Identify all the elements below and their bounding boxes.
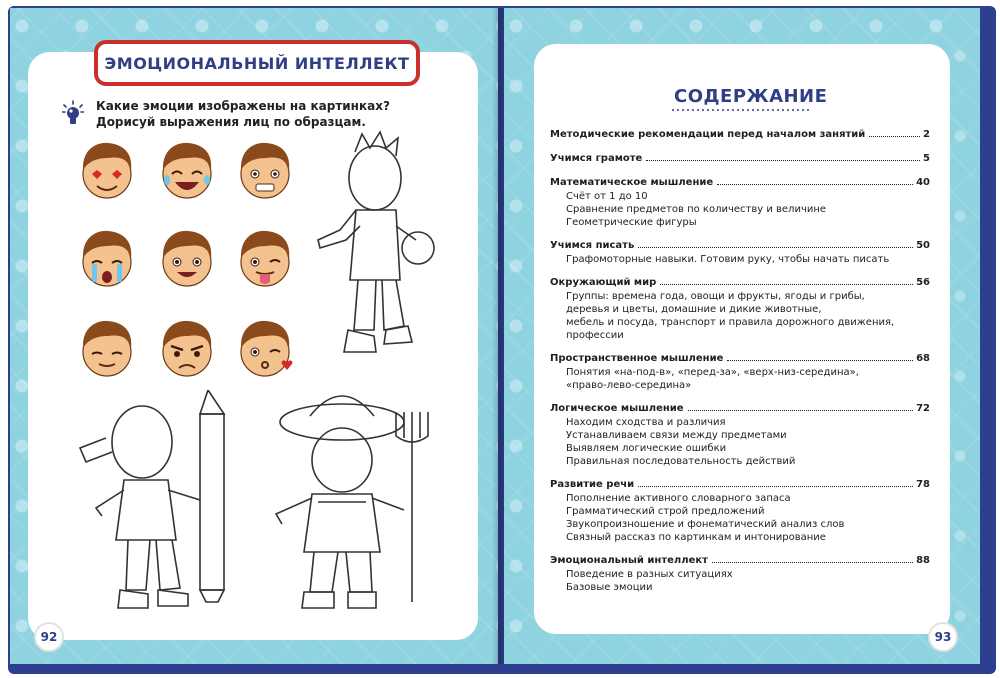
toc-entry: [550, 276, 930, 342]
toc-page-number: 40: [916, 177, 930, 188]
toc-subitem: Понятия «на-под-в», «перед-за», «верх-низ-середина»,: [566, 367, 859, 378]
toc-subitem: профессии: [566, 330, 624, 341]
toc-section-heading: [550, 478, 930, 492]
toc-page-number: 72: [916, 403, 930, 414]
toc-section-heading: [550, 128, 930, 142]
toc-section-title: Окружающий мир: [550, 277, 657, 288]
toc-subitem: Базовые эмоции: [566, 582, 653, 593]
left-page-title: ЭМОЦИОНАЛЬНЫЙ ИНТЕЛЛЕКТ: [98, 44, 416, 82]
toc-page-number: 2: [923, 129, 930, 140]
toc-page-number: 56: [916, 277, 930, 288]
toc-leader-dots: [688, 410, 914, 411]
toc-leader-dots: [869, 136, 920, 137]
toc-subitem: Находим сходства и различия: [566, 417, 726, 428]
toc-section-heading: [550, 239, 930, 253]
toc-subitem: Графомоторные навыки. Готовим руку, чтобы начать писать: [566, 254, 890, 265]
toc-leader-dots: [646, 160, 920, 161]
toc-section-title: Развитие речи: [550, 479, 635, 490]
face-crying: [78, 228, 136, 288]
toc-subitem: деревья и цветы, домашние и дикие животные,: [566, 304, 822, 315]
toc-entry: [550, 239, 930, 266]
face-calm: [78, 318, 136, 378]
coloring-boy-with-ball: [300, 130, 450, 370]
toc-subitem: Выявляем логические ошибки: [566, 443, 727, 454]
toc-subitem: Устанавливаем связи между предметами: [566, 430, 787, 441]
toc-page-number: 5: [923, 153, 930, 164]
toc-page-number: 88: [916, 555, 930, 566]
lightbulb-icon: [62, 100, 84, 128]
toc-subitem: Геометрические фигуры: [566, 217, 697, 228]
toc-section-title: Эмоциональный интеллект: [550, 555, 708, 566]
face-angry: [158, 318, 216, 378]
toc-page-number: 68: [916, 353, 930, 364]
toc-entry: [550, 152, 930, 166]
left-page-title-banner: [94, 40, 420, 86]
toc-section-heading: [550, 352, 930, 366]
toc-section-heading: [550, 276, 930, 290]
table-of-contents: [550, 128, 930, 594]
toc-entry: [550, 176, 930, 229]
face-kissing: [236, 318, 294, 378]
coloring-farmer-with-pitchfork: [262, 382, 452, 618]
page-number-right: 93: [928, 622, 958, 652]
toc-subitem: Сравнение предметов по количеству и величине: [566, 204, 827, 215]
toc-subitem: Группы: времена года, овощи и фрукты, ягоды и грибы,: [566, 291, 865, 302]
toc-entry: [550, 352, 930, 392]
page-number-left: 92: [34, 622, 64, 652]
toc-leader-dots: [660, 284, 913, 285]
toc-leader-dots: [638, 486, 913, 487]
coloring-boy-with-pencil: [76, 390, 246, 620]
face-teasing: [236, 228, 294, 288]
toc-section-heading: [550, 402, 930, 416]
toc-section-title: Методические рекомендации перед началом занятий: [550, 129, 866, 140]
contents-title-underline: [672, 108, 812, 112]
toc-subitem: Грамматический строй предложений: [566, 506, 765, 517]
toc-section-title: Логическое мышление: [550, 403, 684, 414]
toc-leader-dots: [712, 562, 913, 563]
toc-entry: [550, 402, 930, 468]
face-laughing: [158, 140, 216, 200]
face-in-love: [78, 140, 136, 200]
toc-subitem: Счёт от 1 до 10: [566, 191, 648, 202]
toc-subitem: Связный рассказ по картинкам и интонирование: [566, 532, 826, 543]
toc-leader-dots: [638, 247, 913, 248]
toc-section-heading: [550, 152, 930, 166]
toc-section-title: Пространственное мышление: [550, 353, 724, 364]
toc-section-heading: [550, 554, 930, 568]
contents-title: СОДЕРЖАНИЕ: [674, 86, 828, 107]
toc-section-heading: [550, 176, 930, 190]
toc-section-title: Учимся грамоте: [550, 153, 643, 164]
face-scared: [236, 140, 294, 200]
toc-section-title: Математическое мышление: [550, 177, 714, 188]
toc-leader-dots: [727, 360, 913, 361]
toc-subitem: Поведение в разных ситуациях: [566, 569, 733, 580]
toc-entry: [550, 554, 930, 594]
toc-subitem: Пополнение активного словарного запаса: [566, 493, 791, 504]
toc-subitem: Звукопроизношение и фонематический анализ слов: [566, 519, 845, 530]
face-smiling: [158, 228, 216, 288]
toc-subitem: «право-лево-середина»: [566, 380, 692, 391]
toc-subitem: мебель и посуда, транспорт и правила дорожного движения,: [566, 317, 895, 328]
toc-subitem: Правильная последовательность действий: [566, 456, 796, 467]
toc-leader-dots: [717, 184, 913, 185]
toc-section-title: Учимся писать: [550, 240, 635, 251]
task-instruction: Какие эмоции изображены на картинках? Дорисуй выражения лиц по образцам.: [96, 99, 390, 129]
toc-page-number: 50: [916, 240, 930, 251]
toc-entry: [550, 128, 930, 142]
toc-entry: [550, 478, 930, 544]
toc-page-number: 78: [916, 479, 930, 490]
